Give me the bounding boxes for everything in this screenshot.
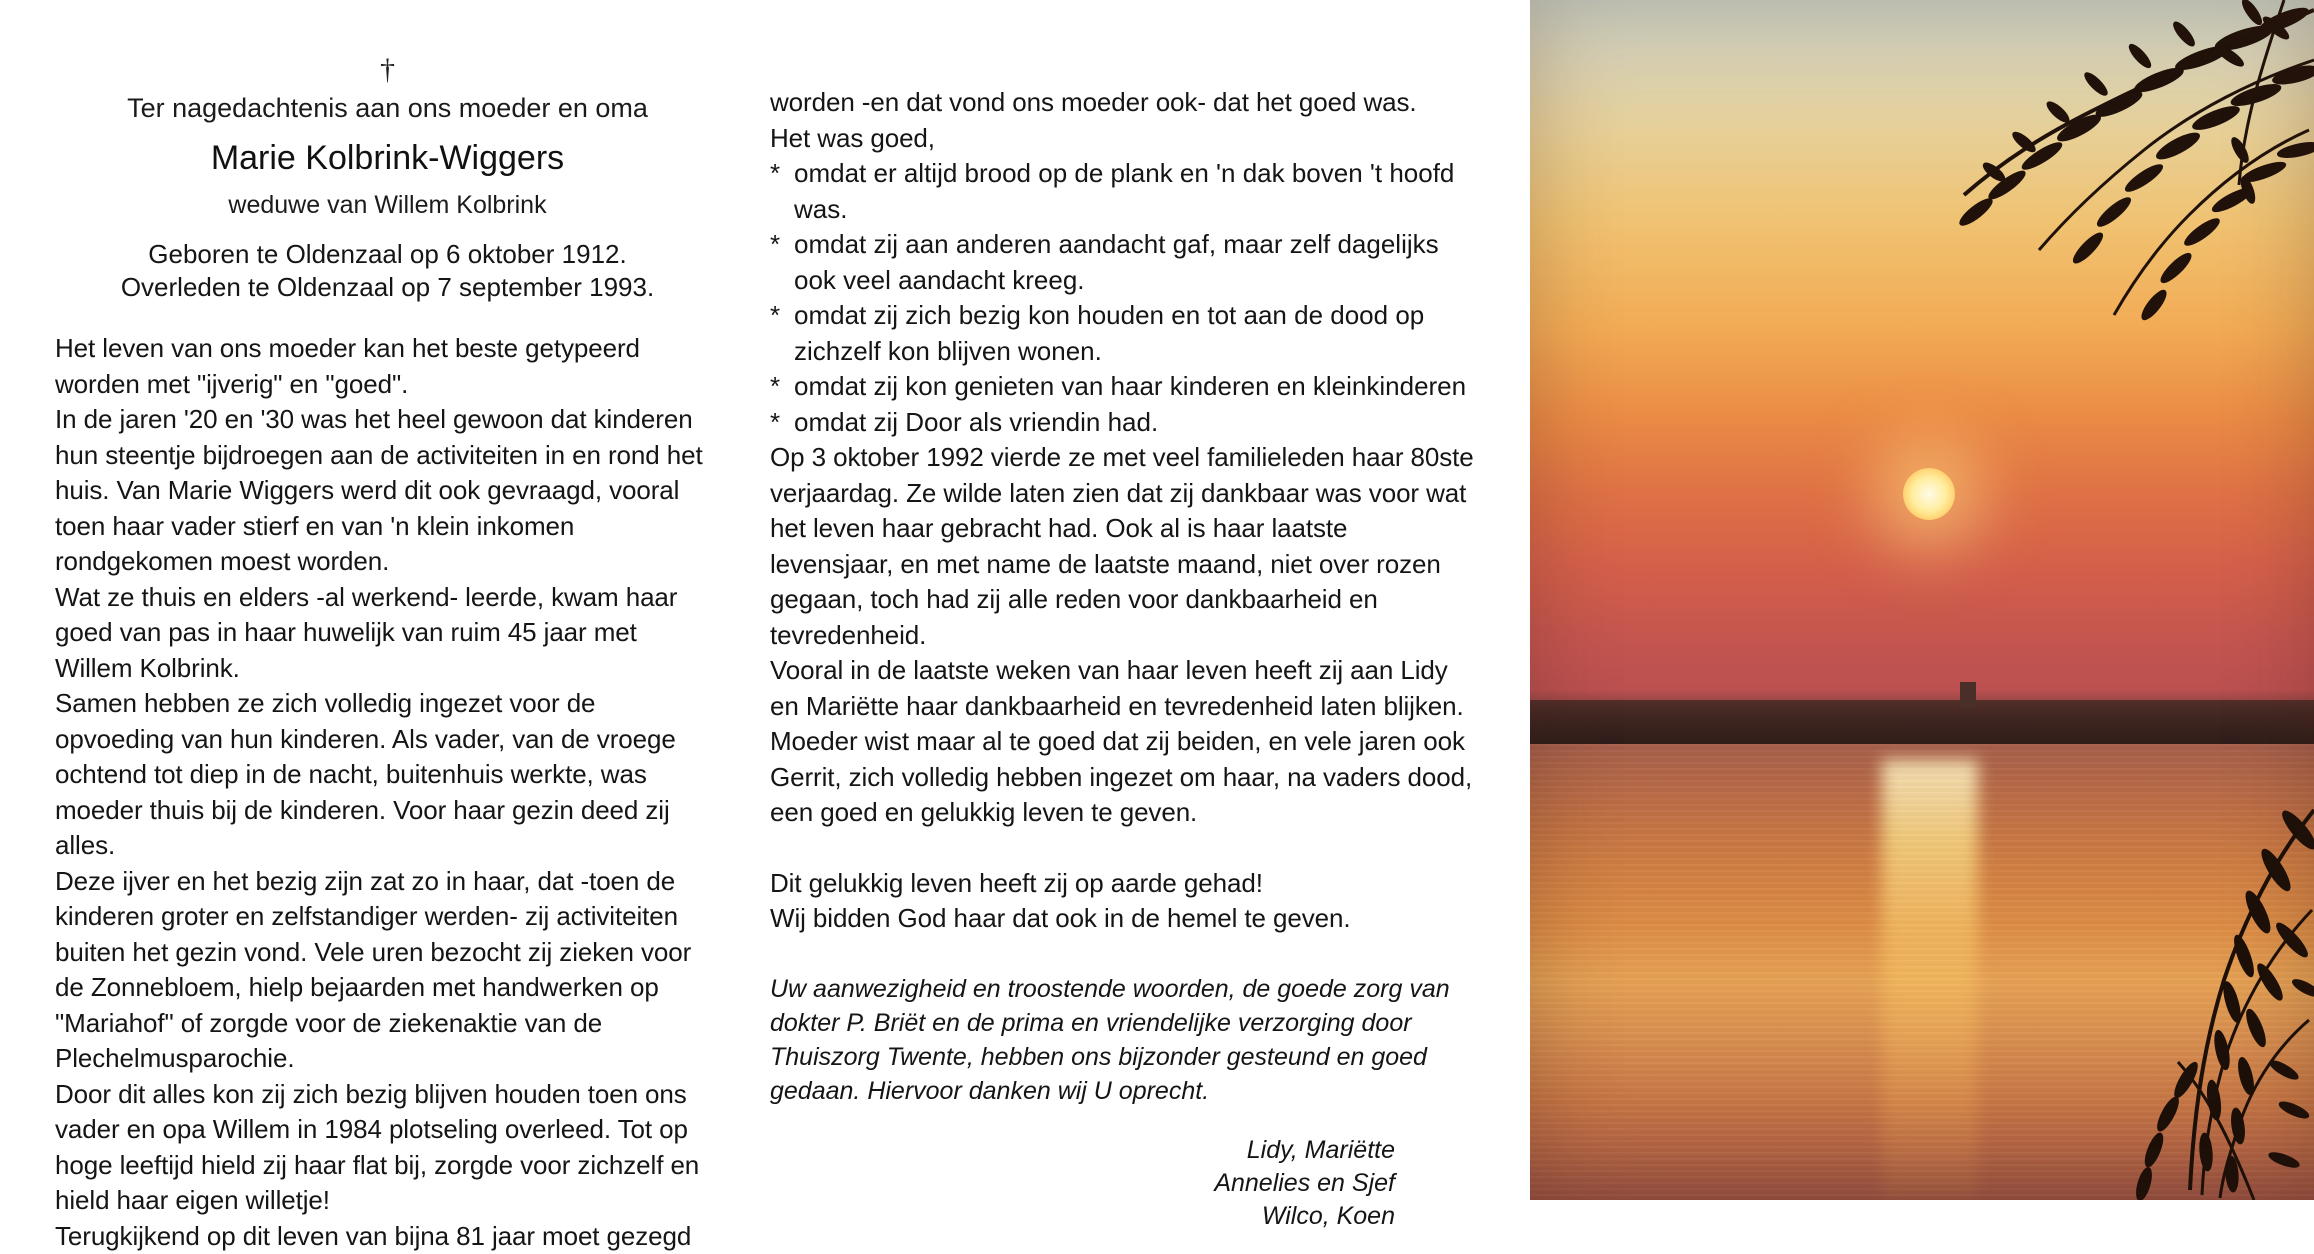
left-paragraph-4: Samen hebben ze zich volledig ingezet voor de opvoeding van hun kinderen. Als vader, van de vroege ochtend tot diep in de nacht, buitenhuis werkte, was moeder thuis bij de kinderen. Voor haar gezin deed zij alles. [55, 686, 720, 864]
reason-item [770, 298, 1475, 369]
left-paragraph-3: Wat ze thuis en elders -al werkend- leerde, kwam haar goed van pas in haar huwelijk van ruim 45 jaar met Willem Kolbrink. [55, 580, 720, 687]
bullet-star-icon: * [770, 156, 780, 192]
right-text-column [760, 0, 1530, 1200]
sunset-photo [1530, 0, 2314, 1200]
deceased-name: Marie Kolbrink-Wiggers [55, 137, 720, 179]
reason-item [770, 405, 1475, 441]
church-tower-silhouette [1960, 682, 1976, 708]
bullet-star-icon: * [770, 298, 780, 334]
reasons-list [770, 156, 1475, 440]
signature-line-3: Wilco, Koen [770, 1200, 1395, 1233]
sky-gradient [1530, 0, 2314, 745]
cross-icon: † [55, 55, 720, 85]
right-intro-2: Het was goed, [770, 121, 1475, 157]
reason-text: omdat zij kon genieten van haar kinderen en kleinkinderen [794, 371, 1466, 401]
dedication-line: Ter nagedachtenis aan ons moeder en oma [55, 91, 720, 125]
closing-line-1: Dit gelukkig leven heeft zij op aarde gehad! [770, 866, 1475, 902]
left-paragraph-6: Door dit alles kon zij zich bezig blijven houden toen ons vader en opa Willem in 1984 plotseling overleed. Tot op hoge leeftijd hield zij haar flat bij, zorgde voor zichzelf en hield haar eigen willetje! [55, 1077, 720, 1219]
left-paragraph-1: Het leven van ons moeder kan het beste getypeerd worden met "ijverig" en "goed". [55, 331, 720, 402]
signature-line-2: Annelies en Sjef [770, 1167, 1395, 1200]
birth-date-line: Geboren te Oldenzaal op 6 oktober 1912. [55, 237, 720, 272]
left-paragraph-2: In de jaren '20 en '30 was het heel gewoon dat kinderen hun steentje bijdroegen aan de activiteiten in en rond het huis. Van Marie Wiggers werd dit ook gevraagd, vooral toen haar vader stierf en van 'n klein inkomen rondgekomen moest worden. [55, 402, 720, 580]
widow-of-line: weduwe van Willem Kolbrink [55, 189, 720, 221]
reason-text: omdat zij zich bezig kon houden en tot aan de dood op zichzelf kon blijven wonen. [794, 300, 1424, 366]
signature-line-1: Lidy, Mariëtte [770, 1134, 1395, 1167]
reason-text: omdat zij Door als vriendin had. [794, 407, 1158, 437]
water-ripples [1530, 744, 2314, 1200]
closing-line-2: Wij bidden God haar dat ook in de hemel te geven. [770, 901, 1475, 937]
right-paragraph-2: Vooral in de laatste weken van haar leven heeft zij aan Lidy en Mariëtte haar dankbaarheid en tevredenheid laten blijken. Moeder wist maar al te goed dat zij beiden, en vele jaren ook Gerrit, zich volledig hebben ingezet om haar, na vaders dood, een goed en gelukkig leven te geven. [770, 653, 1475, 831]
right-paragraph-1: Op 3 oktober 1992 vierde ze met veel familieleden haar 80ste verjaardag. Ze wilde laten zien dat zij dankbaar was voor wat het leven haar gebracht had. Ook al is haar laatste levensjaar, en met name de laatste maand, niet over rozen gegaan, toch had zij alle reden voor dankbaarheid en tevredenheid. [770, 440, 1475, 653]
left-text-column [0, 0, 760, 1200]
signature-block [770, 1134, 1475, 1233]
bullet-star-icon: * [770, 369, 780, 405]
left-paragraph-7: Terugkijkend op dit leven van bijna 81 jaar moet gezegd [55, 1219, 720, 1254]
reason-item [770, 156, 1475, 227]
spacer [770, 937, 1475, 972]
right-intro-1: worden -en dat vond ons moeder ook- dat het goed was. [770, 85, 1475, 121]
reason-text: omdat er altijd brood op de plank en 'n dak boven 't hoofd was. [794, 158, 1454, 224]
thanks-paragraph: Uw aanwezigheid en troostende woorden, de goede zorg van dokter P. Briët en de prima en vriendelijke verzorging door Thuiszorg Twente, hebben ons bijzonder gesteund en goed gedaan. Hiervoor danken wij U oprecht. [770, 972, 1475, 1108]
reason-item [770, 369, 1475, 405]
bullet-star-icon: * [770, 405, 780, 441]
distant-shoreline [1530, 700, 2314, 746]
reason-text: omdat zij aan anderen aandacht gaf, maar zelf dagelijks ook veel aandacht kreeg. [794, 229, 1439, 295]
reason-item [770, 227, 1475, 298]
bullet-star-icon: * [770, 227, 780, 263]
death-date-line: Overleden te Oldenzaal op 7 september 1993. [55, 270, 720, 305]
sun-icon [1903, 468, 1955, 520]
spacer [770, 831, 1475, 866]
left-paragraph-5: Deze ijver en het bezig zijn zat zo in haar, dat -toen de kinderen groter en zelfstandiger werden- zij activiteiten buiten het gezin vond. Vele uren bezocht zij zieken voor de Zonnebloem, hielp bejaarden met handwerken op "Mariahof" of zorgde voor de ziekenaktie van de Plechelmusparochie. [55, 864, 720, 1077]
